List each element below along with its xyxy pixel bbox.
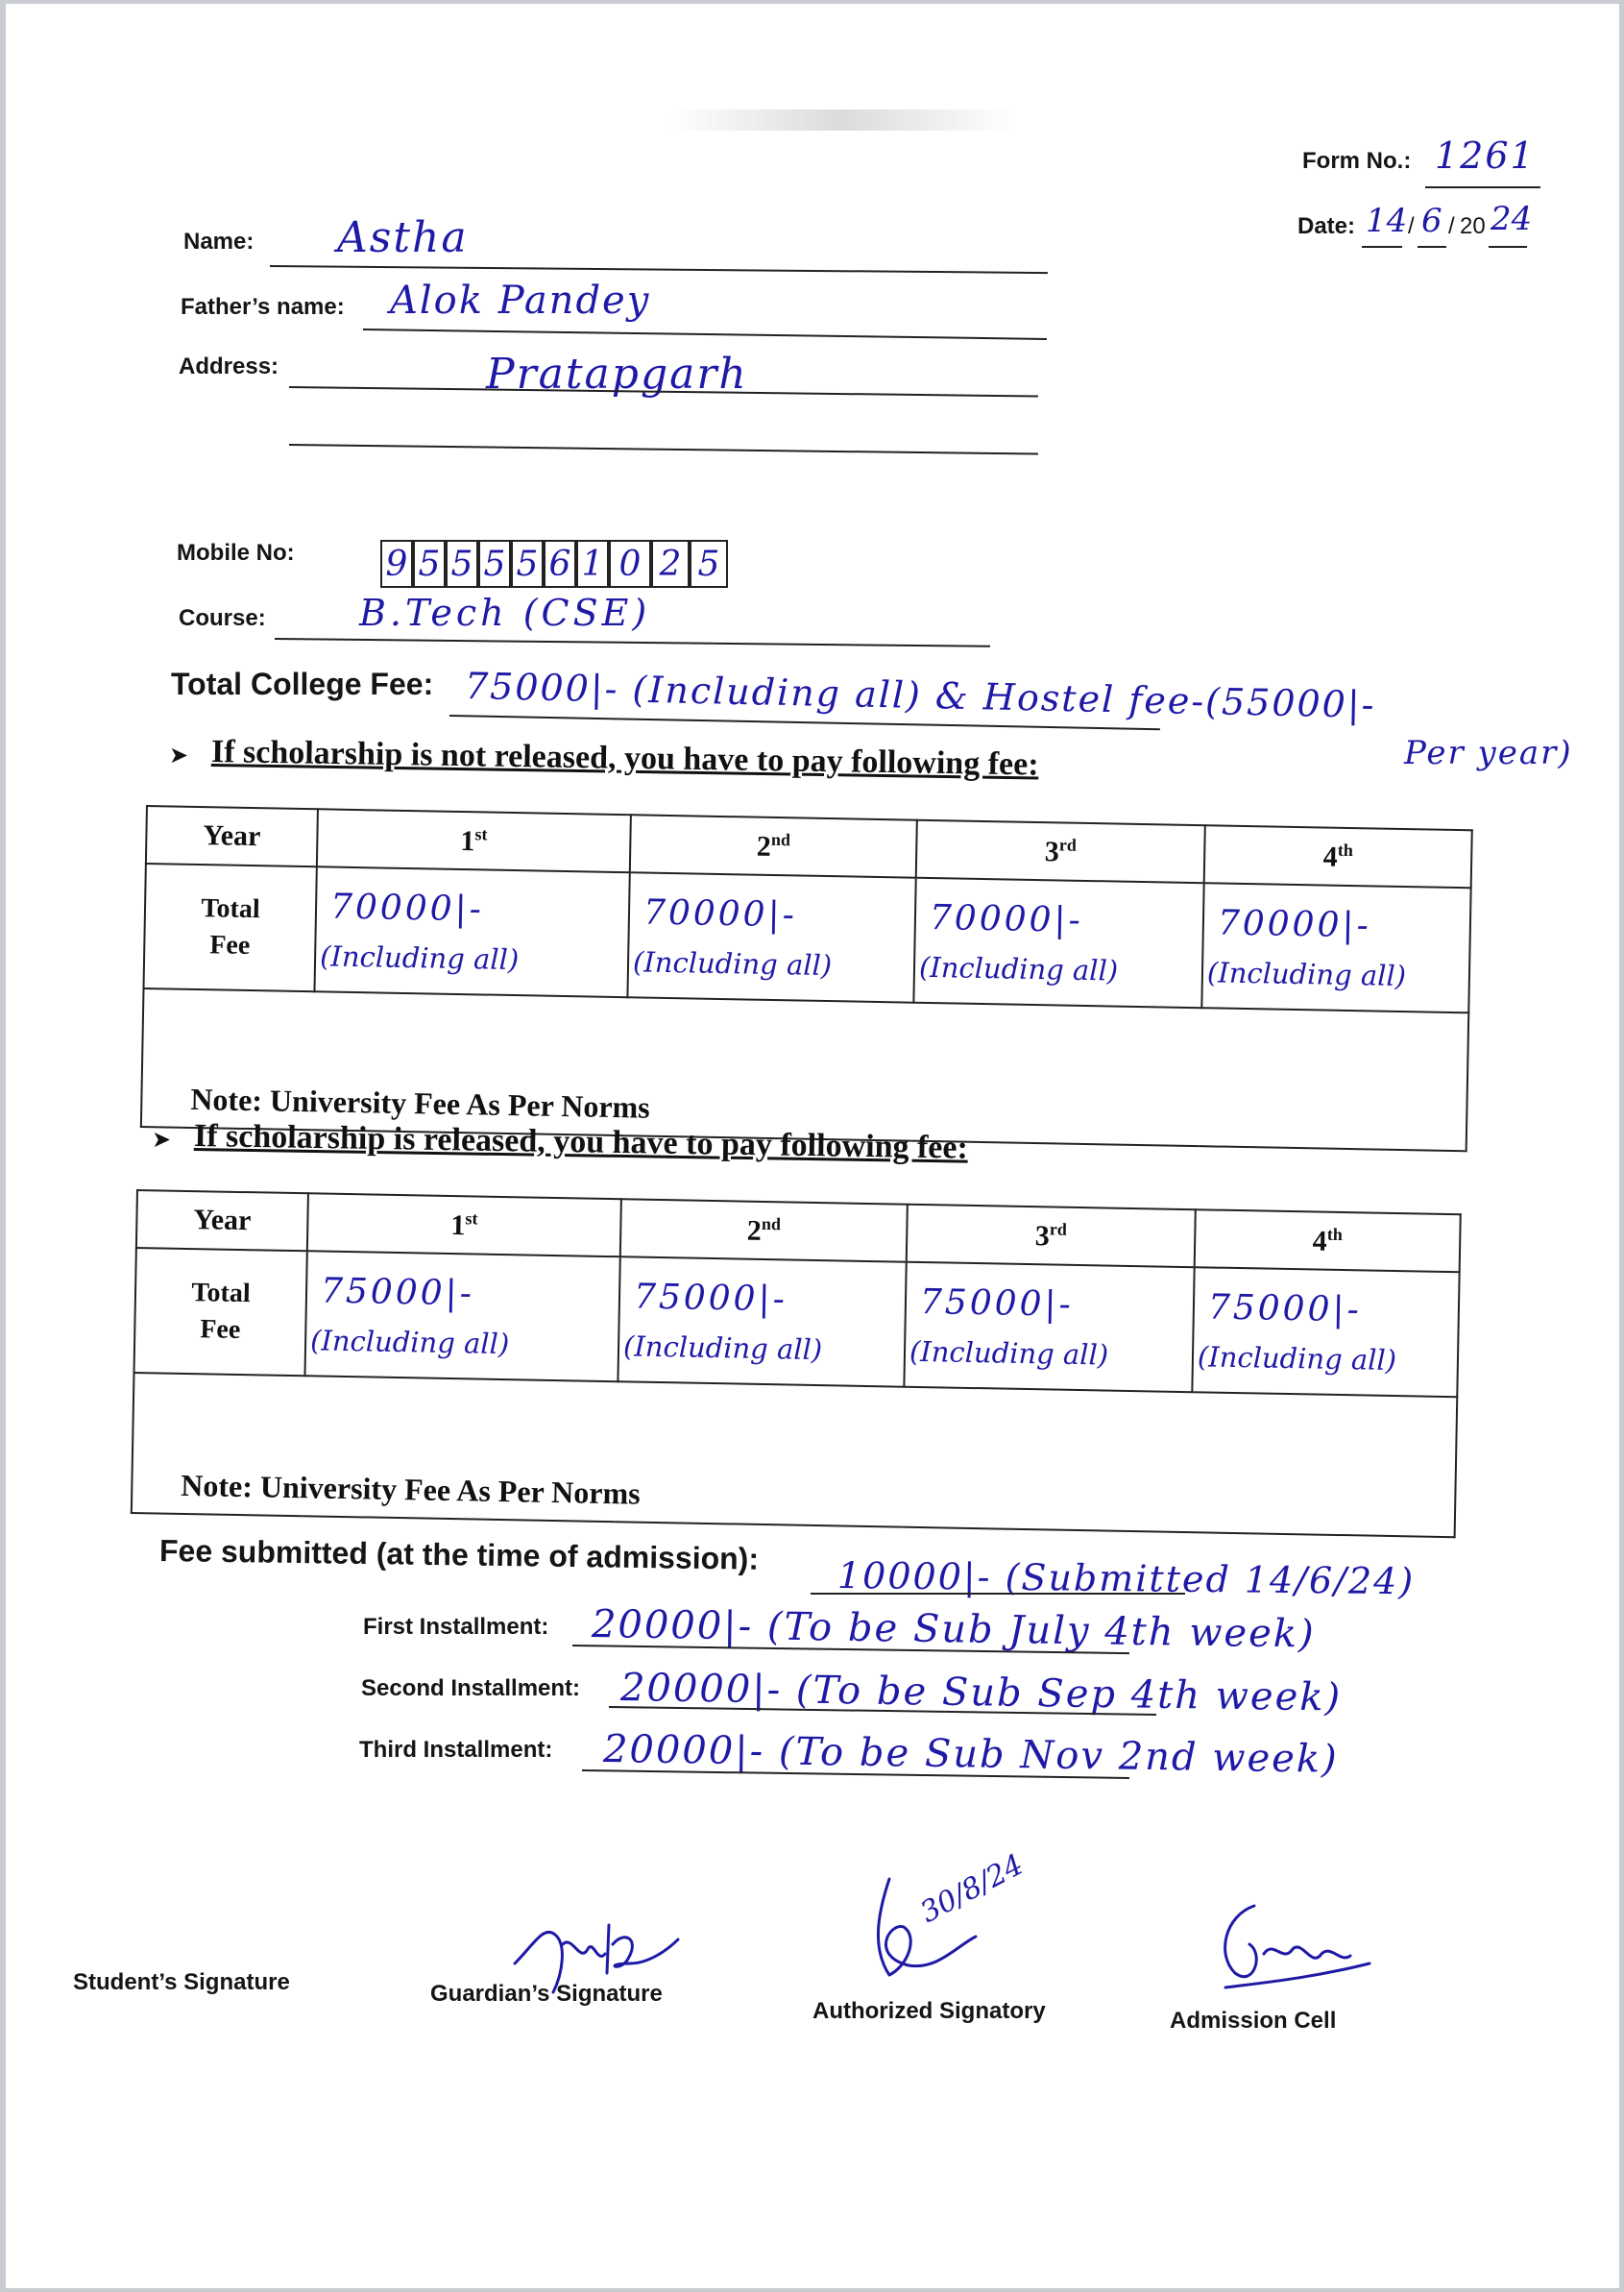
date-year-underline	[1489, 246, 1527, 248]
third-installment-label: Third Installment:	[359, 1737, 553, 1763]
date-century: 20	[1460, 213, 1486, 239]
no-scholarship-heading: If scholarship is not released, you have to pay following fee:	[210, 734, 1039, 783]
father-name-value: Alok Pandey	[390, 279, 651, 323]
scholarship-fee-table	[131, 1189, 1462, 1538]
name-value: Astha	[337, 213, 469, 262]
no-scholarship-fee-table	[140, 805, 1473, 1152]
name-label: Name:	[183, 229, 255, 255]
scholarship-heading: If scholarship is released, you have to pay following fee:	[193, 1118, 969, 1166]
bullet-arrow-icon: ➤	[169, 742, 189, 768]
mobile-digit-box: 5	[511, 540, 544, 588]
year-2-header: 2nd	[630, 815, 917, 877]
total-college-fee-value: 75000|- (Including all) & Hostel fee-(55000|-	[464, 665, 1376, 726]
course-underline	[275, 638, 990, 647]
fee-submitted-label: Fee submitted (at the time of admission):	[158, 1533, 760, 1576]
authorized-signature-date: 30/8/24	[914, 1847, 1030, 1930]
second-installment-label: Second Installment:	[361, 1675, 581, 1701]
date-year: 24	[1491, 200, 1533, 238]
scan-smudge	[668, 110, 1014, 131]
date-sep-2: /	[1448, 213, 1455, 239]
year-4-header: 4th	[1195, 1209, 1461, 1272]
admission-fee-form	[6, 4, 1619, 2288]
date-sep-1: /	[1408, 213, 1415, 239]
total-college-fee-label: Total College Fee:	[171, 667, 434, 701]
date-day-underline	[1362, 246, 1402, 248]
mobile-digit-box: 9	[380, 540, 413, 588]
mobile-digit-box: 5	[478, 540, 511, 588]
form-no-value: 1261	[1435, 134, 1536, 177]
course-label: Course:	[179, 605, 266, 631]
address-underline-2	[289, 444, 1038, 455]
authorized-signatory-label: Authorized Signatory	[812, 1998, 1046, 2024]
guardian-signature-label: Guardian’s Signature	[430, 1981, 663, 2007]
second-installment-value: 20000|- (To be Sub Sep 4th week)	[619, 1666, 1343, 1720]
mobile-digit-box: 6	[544, 540, 576, 588]
address-value: Pratapgarh	[486, 350, 748, 399]
fee-cell-year-1: 70000|- (Including all)	[314, 866, 629, 997]
mobile-digit-box: 0	[609, 540, 651, 588]
total-fee-row-label: Total Fee	[143, 864, 316, 991]
first-installment-label: First Installment:	[363, 1614, 549, 1640]
year-3-header: 3rd	[916, 820, 1205, 883]
year-header: Year	[146, 806, 318, 866]
fee-cell-year-2: 75000|- (Including all)	[618, 1256, 906, 1386]
mobile-label: Mobile No:	[177, 540, 295, 566]
admission-cell-signature-mark	[1206, 1896, 1379, 2007]
fee-cell-year-3: 75000|- (Including all)	[904, 1262, 1194, 1392]
mobile-digit-box: 5	[690, 540, 728, 588]
fee-submitted-value: 10000|- (Submitted 14/6/24)	[836, 1554, 1416, 1603]
total-fee-row-label: Total Fee	[133, 1248, 306, 1376]
form-no-underline	[1425, 186, 1540, 188]
year-2-header: 2nd	[620, 1199, 908, 1261]
first-installment-value: 20000|- (To be Sub July 4th week)	[591, 1602, 1316, 1657]
third-installment-value: 20000|- (To be Sub Nov 2nd week)	[602, 1727, 1340, 1782]
mobile-digit-box: 5	[413, 540, 446, 588]
name-underline	[270, 265, 1048, 274]
date-day: 14	[1366, 202, 1408, 240]
year-header: Year	[136, 1190, 308, 1251]
university-fee-note: Note: University Fee As Per Norms	[141, 988, 1468, 1151]
bullet-arrow-icon: ➤	[152, 1126, 172, 1153]
year-1-header: 1st	[317, 809, 631, 872]
date-month: 6	[1421, 202, 1444, 240]
fee-cell-year-1: 75000|- (Including all)	[304, 1251, 619, 1381]
mobile-digit-box: 5	[446, 540, 478, 588]
fee-submitted-underline	[811, 1593, 1185, 1595]
university-fee-note: Note: University Fee As Per Norms	[132, 1373, 1457, 1537]
total-college-fee-value-cont: Per year)	[1404, 734, 1573, 772]
course-value: B.Tech (CSE)	[359, 592, 651, 634]
mobile-digit-box: 2	[651, 540, 690, 588]
fee-cell-year-4: 70000|- (Including all)	[1201, 883, 1470, 1012]
year-1-header: 1st	[307, 1193, 621, 1256]
year-4-header: 4th	[1204, 825, 1472, 888]
date-month-underline	[1418, 246, 1446, 248]
guardian-signature-mark	[505, 1906, 697, 2016]
fee-cell-year-2: 70000|- (Including all)	[627, 872, 915, 1002]
student-signature-label: Student’s Signature	[73, 1969, 290, 1995]
fee-cell-year-3: 70000|- (Including all)	[913, 878, 1203, 1008]
admission-cell-label: Admission Cell	[1170, 2008, 1337, 2034]
father-name-label: Father’s name:	[181, 294, 345, 320]
form-no-label: Form No.:	[1302, 148, 1412, 174]
date-label: Date:	[1297, 213, 1356, 239]
year-3-header: 3rd	[907, 1205, 1196, 1267]
mobile-digit-box: 1	[576, 540, 609, 588]
address-label: Address:	[179, 354, 279, 379]
fee-cell-year-4: 75000|- (Including all)	[1192, 1267, 1459, 1397]
father-name-underline	[363, 329, 1047, 340]
